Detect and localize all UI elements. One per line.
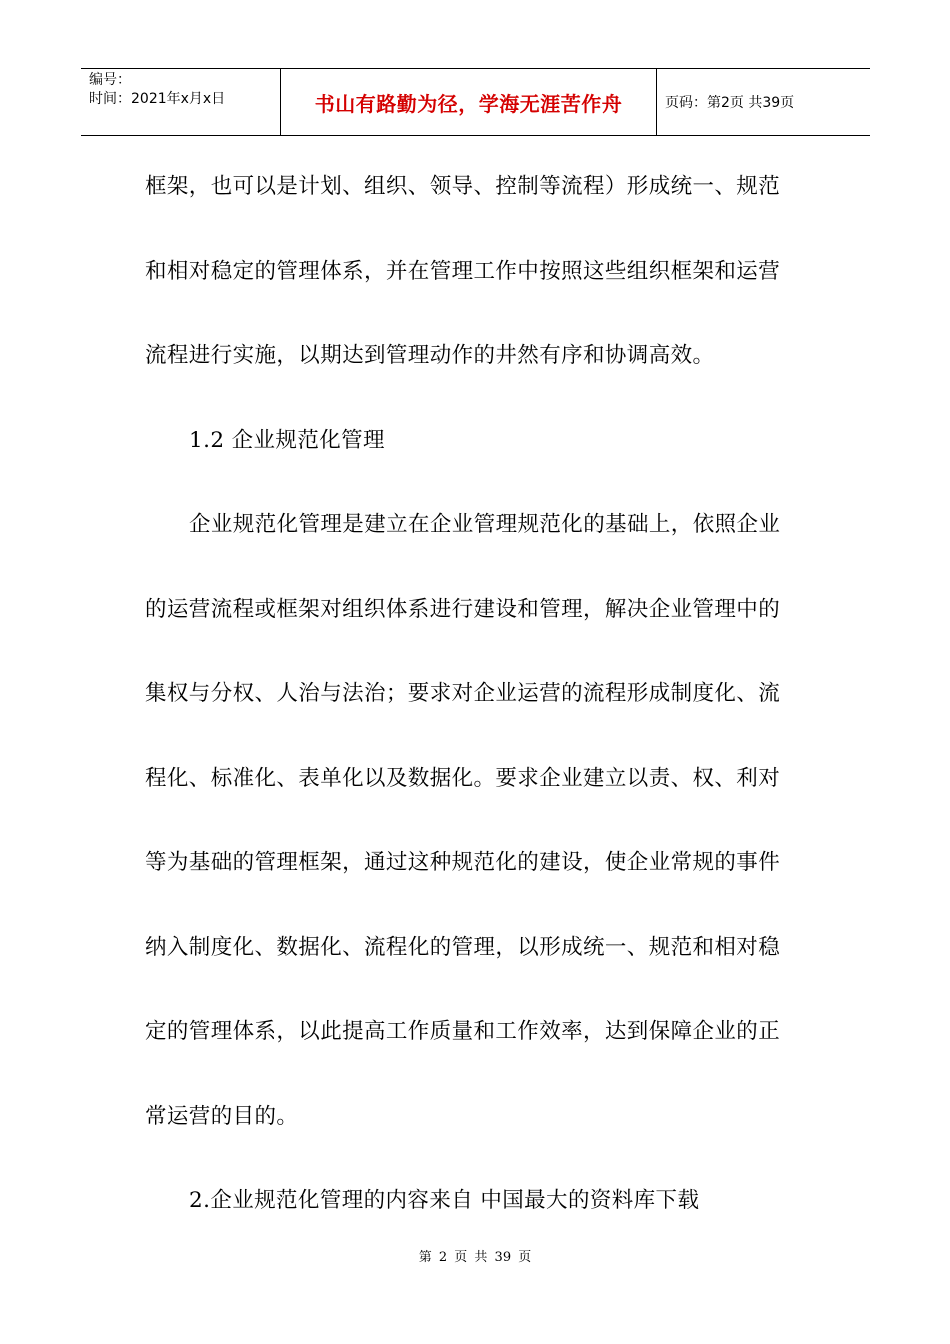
- header-meta: [81, 69, 281, 135]
- document-number-label: 编号：: [89, 72, 131, 88]
- body-line: 的运营流程或框架对组织体系进行建设和管理，解决企业管理中的: [145, 596, 781, 622]
- body-line: 常运营的目的。: [145, 1103, 299, 1129]
- body-line: 流程进行实施，以期达到管理动作的井然有序和协调高效。: [145, 343, 715, 368]
- body-line: 纳入制度化、数据化、流程化的管理，以形成统一、规范和相对稳: [145, 934, 781, 960]
- body-line: 和相对稳定的管理体系，并在管理工作中按照这些组织框架和运营: [145, 258, 781, 284]
- body-line: 企业规范化管理是建立在企业管理规范化的基础上，依照企业: [189, 512, 781, 537]
- document-date: 时间：2021年x月x日: [89, 91, 226, 107]
- body-line: 框架，也可以是计划、组织、领导、控制等流程）形成统一、规范: [145, 174, 781, 199]
- body-line: 定的管理体系，以此提高工作质量和工作效率，达到保障企业的正: [145, 1019, 781, 1044]
- body-line: 等为基础的管理框架，通过这种规范化的建设，使企业常规的事件: [145, 850, 781, 875]
- header-motto: 书山有路勤为径，学海无涯苦作舟: [281, 69, 657, 135]
- section-heading: 1.2 企业规范化管理: [189, 427, 385, 453]
- page-footer: 第 2 页 共 39 页: [418, 1250, 532, 1265]
- header-page-info: 页码：第2页 共39页: [665, 95, 795, 111]
- section-heading: 2.企业规范化管理的内容来自 中国最大的资料库下载: [189, 1188, 700, 1213]
- body-line: 程化、标准化、表单化以及数据化。要求企业建立以责、权、利对: [145, 765, 781, 791]
- body-line: 集权与分权、人治与法治；要求对企业运营的流程形成制度化、流: [145, 681, 781, 706]
- document-header: [81, 68, 870, 136]
- document-body: [145, 145, 795, 1244]
